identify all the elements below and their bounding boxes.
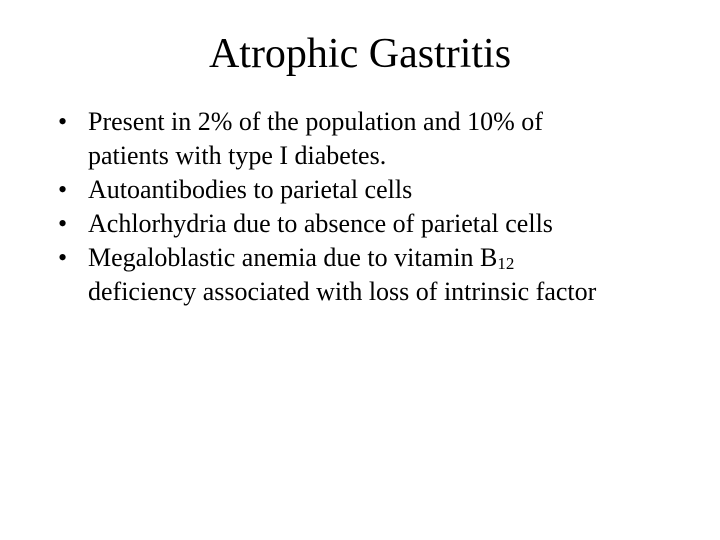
bullet-line: Autoantibodies to parietal cells: [88, 175, 413, 204]
bullet-line: Present in 2% of the population and 10% of: [88, 107, 543, 136]
bullet-line: patients with type I diabetes.: [88, 141, 387, 170]
bullet-item-megaloblastic-anemia: [58, 241, 718, 309]
bullet-list: [58, 105, 718, 309]
bullet-item-achlorhydria: [58, 207, 718, 241]
bullet-dot: •: [58, 107, 68, 136]
bullet-item-autoantibodies: [58, 173, 718, 207]
bullet-dot: •: [58, 175, 68, 204]
bullet-line: [88, 241, 718, 275]
slide-title: [0, 28, 720, 80]
bullet-dot: •: [58, 243, 68, 272]
vitamin-subscript: 12: [497, 254, 515, 273]
bullet-line: deficiency associated with loss of intrinsic factor: [88, 277, 597, 306]
slide-title-text: Atrophic Gastritis: [208, 31, 512, 77]
bullet-item-prevalence: [58, 105, 718, 173]
bullet-line-text: Megaloblastic anemia due to vitamin B: [88, 243, 498, 272]
bullet-dot: •: [58, 209, 68, 238]
bullet-line: Achlorhydria due to absence of parietal cells: [88, 209, 553, 238]
